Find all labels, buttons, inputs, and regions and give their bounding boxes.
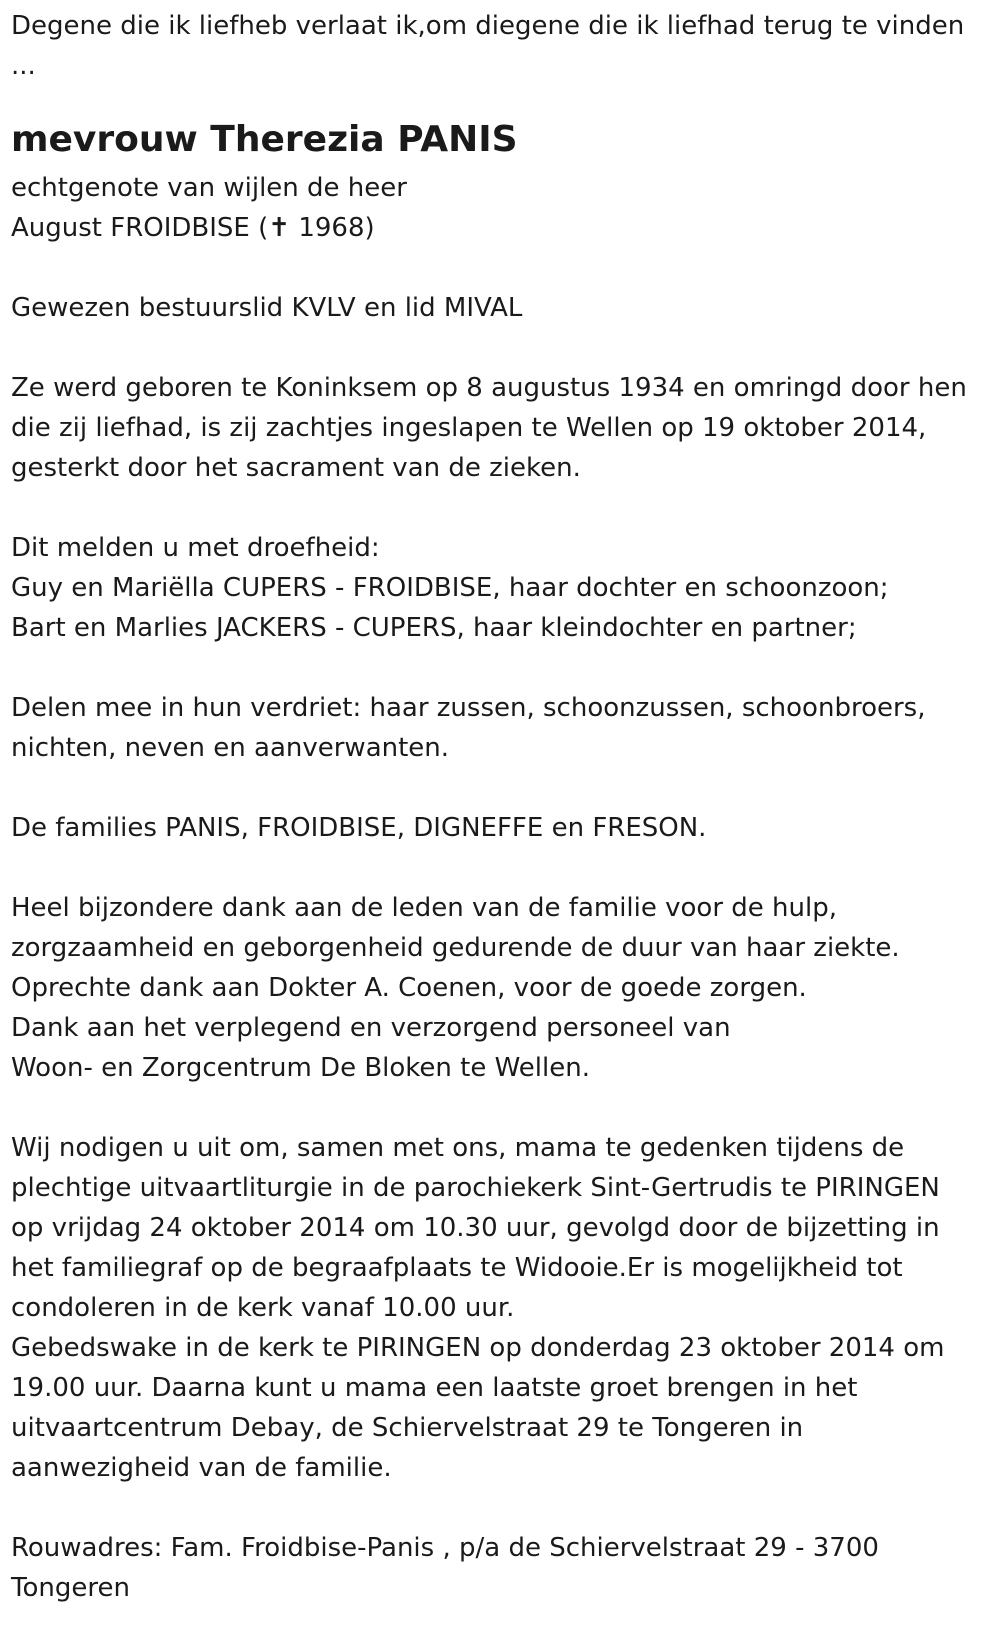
birth-death-line: die zij liefhad, is zij zachtjes ingeslapen te Wellen op 19 oktober 2014,	[11, 413, 927, 443]
relation-line: echtgenote van wijlen de heer	[11, 173, 407, 203]
ceremony-line: het familiegraf op de begraafplaats te Widooie.Er is mogelijkheid tot	[11, 1253, 903, 1283]
ceremony-line: op vrijdag 24 oktober 2014 om 10.30 uur, gevolgd door de bijzetting in	[11, 1213, 940, 1243]
address-section	[11, 1528, 990, 1608]
wake-line: 19.00 uur. Daarna kunt u mama een laatste groet brengen in het	[11, 1373, 858, 1403]
membership-section	[11, 288, 990, 328]
thanks-line: Oprechte dank aan Dokter A. Coenen, voor de goede zorgen.	[11, 973, 807, 1003]
ceremony-line: condoleren in de kerk vanaf 10.00 uur.	[11, 1293, 515, 1323]
sharing-line: Delen mee in hun verdriet: haar zussen, schoonzussen, schoonbroers,	[11, 693, 926, 723]
thanks-section	[11, 888, 990, 1088]
families-line: De families PANIS, FROIDBISE, DIGNEFFE en FRESON.	[11, 813, 707, 843]
sharing-section	[11, 688, 990, 768]
motto-section	[11, 6, 990, 86]
motto-line: Degene die ik liefheb verlaat ik,om diegene die ik liefhad terug te vinden	[11, 11, 965, 41]
birth-death-section	[11, 368, 990, 488]
thanks-line: zorgzaamheid en geborgenheid gedurende de duur van haar ziekte.	[11, 933, 900, 963]
announcer-line: Guy en Mariëlla CUPERS - FROIDBISE, haar dochter en schoonzoon;	[11, 573, 889, 603]
announcer-line: Bart en Marlies JACKERS - CUPERS, haar kleindochter en partner;	[11, 613, 857, 643]
spouse-line: August FROIDBISE (✝ 1968)	[11, 213, 375, 243]
thanks-line: Heel bijzondere dank aan de leden van de familie voor de hulp,	[11, 893, 838, 923]
deceased-section	[11, 114, 990, 248]
wake-line: uitvaartcentrum Debay, de Schiervelstraat 29 te Tongeren in	[11, 1413, 804, 1443]
thanks-line: Woon- en Zorgcentrum De Bloken te Wellen.	[11, 1053, 590, 1083]
ceremony-line: plechtige uitvaartliturgie in de parochiekerk Sint-Gertrudis te PIRINGEN	[11, 1173, 940, 1203]
birth-death-line: gesterkt door het sacrament van de zieken.	[11, 453, 581, 483]
membership-line: Gewezen bestuurslid KVLV en lid MIVAL	[11, 293, 523, 323]
sharing-line: nichten, neven en aanverwanten.	[11, 733, 450, 763]
deceased-name: mevrouw Therezia PANIS	[11, 119, 518, 160]
announcers-section	[11, 528, 990, 648]
wake-line: Gebedswake in de kerk te PIRINGEN op donderdag 23 oktober 2014 om	[11, 1333, 945, 1363]
wake-line: aanwezigheid van de familie.	[11, 1453, 392, 1483]
ceremony-line: Wij nodigen u uit om, samen met ons, mama te gedenken tijdens de	[11, 1133, 905, 1163]
mourning-address-city: Tongeren	[11, 1573, 130, 1603]
announcers-intro: Dit melden u met droefheid:	[11, 533, 380, 563]
mourning-address-line: Rouwadres: Fam. Froidbise-Panis , p/a de Schiervelstraat 29 - 3700	[11, 1533, 879, 1563]
ceremony-section	[11, 1128, 990, 1488]
birth-death-line: Ze werd geboren te Koninksem op 8 augustus 1934 en omringd door hen	[11, 373, 967, 403]
families-section	[11, 808, 990, 848]
motto-ellipsis: ...	[11, 51, 36, 81]
thanks-line: Dank aan het verplegend en verzorgend personeel van	[11, 1013, 731, 1043]
